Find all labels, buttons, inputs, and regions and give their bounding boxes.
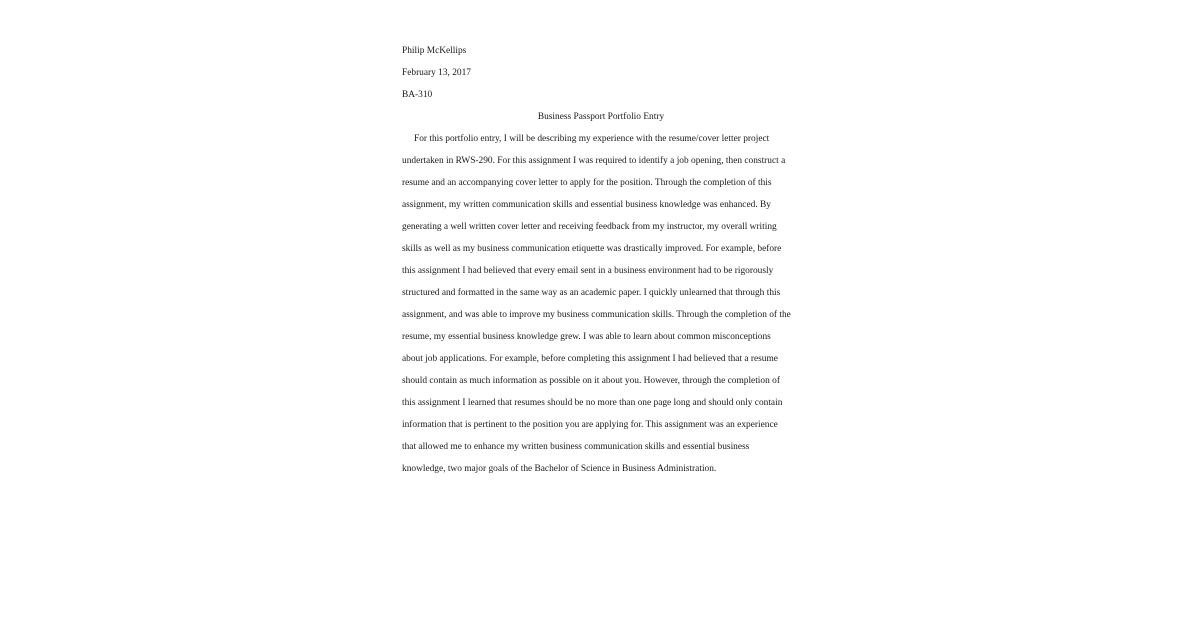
paragraph-line: structured and formatted in the same way as an academic paper. I quickly unlearned that through this (402, 288, 781, 298)
document-body (402, 40, 800, 480)
paragraph-line: about job applications. For example, before completing this assignment I had believed that a resume (402, 354, 778, 364)
paragraph-line: information that is pertinent to the position you are applying for. This assignment was an experience (402, 420, 778, 430)
paragraph-line: should contain as much information as possible on it about you. However, through the completion of (402, 376, 780, 386)
author-name: Philip McKellips (402, 46, 467, 56)
paragraph-line: this assignment I had believed that every email sent in a business environment had to be rigorously (402, 266, 774, 276)
paragraph-line: resume, my essential business knowledge grew. I was able to learn about common misconceptions (402, 332, 771, 342)
body-paragraph (402, 128, 800, 480)
paragraph-line: resume and an accompanying cover letter to apply for the position. Through the completion of this (402, 178, 772, 188)
paragraph-line: undertaken in RWS-290. For this assignment I was required to identify a job opening, then construct a (402, 156, 786, 166)
paragraph-line: that allowed me to enhance my written business communication skills and essential business (402, 442, 750, 452)
paragraph-line: For this portfolio entry, I will be describing my experience with the resume/cover letter project (414, 134, 770, 144)
paragraph-line: generating a well written cover letter and receiving feedback from my instructor, my overall writing (402, 222, 777, 232)
paragraph-line: skills as well as my business communication etiquette was drastically improved. For example, before (402, 244, 782, 254)
document-title: Business Passport Portfolio Entry (537, 112, 665, 122)
paragraph-line: knowledge, two major goals of the Bachelor of Science in Business Administration. (402, 464, 717, 474)
document-date: February 13, 2017 (402, 68, 471, 78)
paragraph-line: this assignment I learned that resumes should be no more than one page long and should only contain (402, 398, 783, 408)
paragraph-line: assignment, my written communication skills and essential business knowledge was enhanced. By (402, 200, 771, 210)
course-code: BA-310 (402, 90, 433, 100)
paragraph-line: assignment, and was able to improve my business communication skills. Through the completion of the (402, 310, 791, 320)
